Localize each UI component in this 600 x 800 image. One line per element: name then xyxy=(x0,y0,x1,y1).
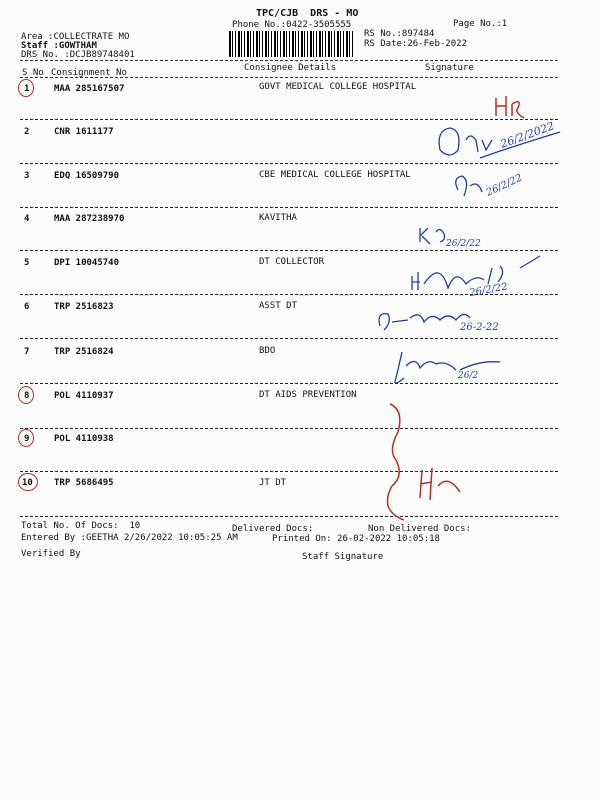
staff-name: Staff :GOWTHAM xyxy=(21,41,97,51)
signature-row5-date: 26/2/22 xyxy=(468,281,509,299)
row-consignee: DT COLLECTOR xyxy=(259,257,325,267)
row-sno: 4 xyxy=(24,214,30,224)
column-header-sno: S No xyxy=(22,68,44,78)
verified-by: Verified By xyxy=(21,549,81,559)
row-consignment: MAA 285167507 xyxy=(54,84,125,94)
staff-signature: Staff Signature xyxy=(302,552,384,562)
row-consignee: CBE MEDICAL COLLEGE HOSPITAL xyxy=(259,170,411,180)
delivered-docs: Delivered Docs: xyxy=(232,524,314,534)
signature-row4-date: 26/2/22 xyxy=(446,239,481,249)
row-consignment: TRP 2516823 xyxy=(54,302,114,312)
row-sno: 9 xyxy=(24,434,30,444)
phone-number: Phone No.:0422-3505555 xyxy=(232,20,352,30)
row-consignment: EDQ 16509790 xyxy=(54,171,120,181)
row-consignee: ASST DT xyxy=(259,301,297,311)
row-consignee: JT DT xyxy=(259,478,287,488)
total-docs: Total No. Of Docs: 10 xyxy=(21,521,141,531)
drs-number: DRS No. :DCJB89748401 xyxy=(21,50,135,60)
row-consignee: DT AIDS PREVENTION xyxy=(259,390,357,400)
row-consignee: BDO xyxy=(259,346,276,356)
signature-row6-date: 26-2-22 xyxy=(460,322,499,333)
column-header-consignee: Consignee Details xyxy=(244,63,337,73)
row-consignee: GOVT MEDICAL COLLEGE HOSPITAL xyxy=(259,82,417,92)
row-sno: 2 xyxy=(24,127,30,137)
rs-date: RS Date:26-Feb-2022 xyxy=(364,39,467,49)
row-sno: 5 xyxy=(24,258,30,268)
row-sno: 10 xyxy=(22,478,33,488)
signature-row3-date: 26/2/22 xyxy=(484,172,525,199)
row-consignment: DPI 10045740 xyxy=(54,258,120,268)
rs-number: RS No.:897484 xyxy=(364,29,435,39)
signature-row7-date: 26/2 xyxy=(458,371,479,381)
row-consignment: POL 4110937 xyxy=(54,391,114,401)
row-sno: 6 xyxy=(24,302,30,312)
column-header-consignment: Consignment No xyxy=(51,68,127,78)
page-number: Page No.:1 xyxy=(453,19,508,29)
signature-row2-date: 26/2/2022 xyxy=(498,119,557,151)
entered-by: Entered By :GEETHA 2/26/2022 10:05:25 AM xyxy=(21,533,238,543)
row-sno: 3 xyxy=(24,171,30,181)
printed-on: Printed On: 26-02-2022 10:05:18 xyxy=(272,534,440,544)
row-consignment: POL 4110938 xyxy=(54,434,114,444)
row-consignment: TRP 2516824 xyxy=(54,347,114,357)
row-consignment: TRP 5686495 xyxy=(54,478,114,488)
row-consignee: KAVITHA xyxy=(259,213,297,223)
column-header-signature: Signature xyxy=(425,63,474,73)
row-consignment: MAA 287238970 xyxy=(54,214,125,224)
report-title: TPC/CJB DRS - MO xyxy=(256,8,359,19)
non-delivered-docs: Non Delivered Docs: xyxy=(368,524,471,534)
row-sno: 8 xyxy=(24,391,30,401)
row-sno: 7 xyxy=(24,347,30,357)
row-sno: 1 xyxy=(24,84,30,94)
row-consignment: CNR 1611177 xyxy=(54,127,114,137)
area: Area :COLLECTRATE MO xyxy=(21,32,130,42)
